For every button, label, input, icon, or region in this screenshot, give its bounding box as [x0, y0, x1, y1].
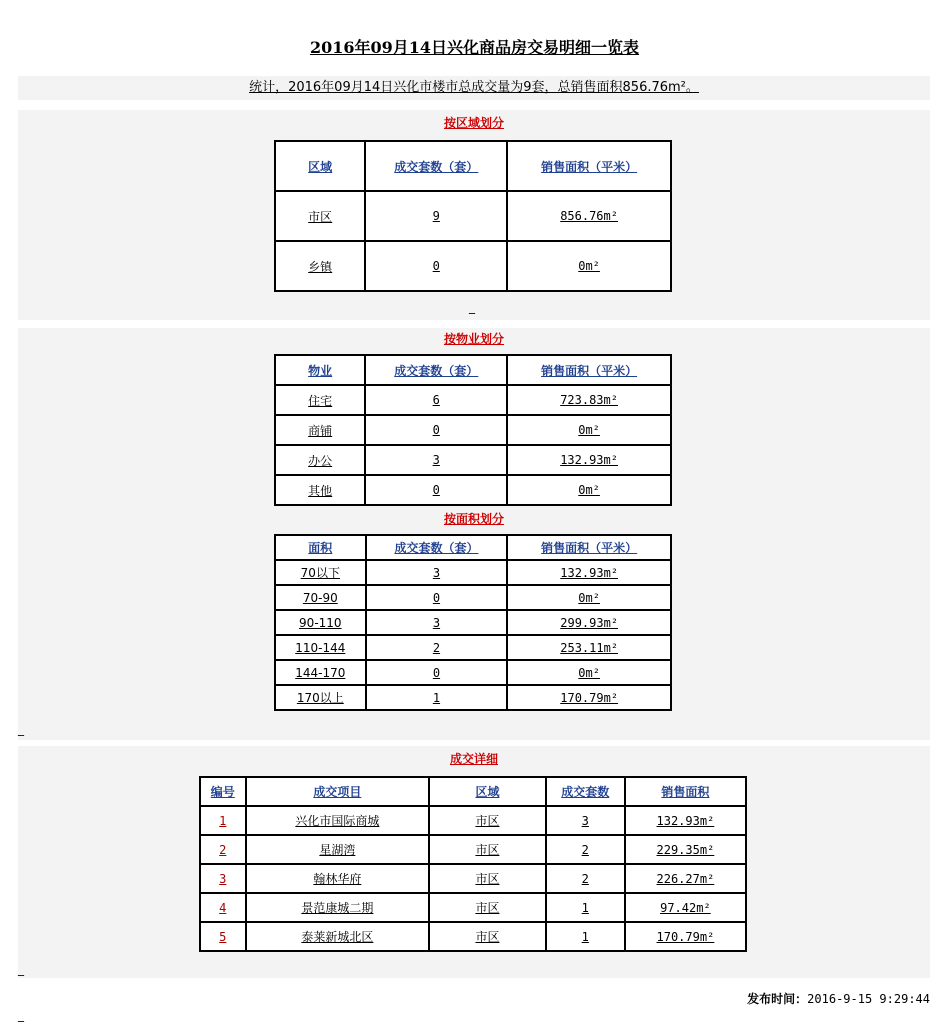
property-cell[interactable]: 住宅: [275, 385, 365, 415]
area-cell[interactable]: 70以下: [275, 560, 366, 585]
details-table: [199, 776, 747, 952]
details-no-link[interactable]: 3: [200, 864, 246, 893]
details-project-link[interactable]: 星湖湾: [246, 835, 430, 864]
property-panel: [18, 328, 930, 740]
publish-time-label: 发布时间：: [747, 992, 808, 1006]
property-header-type[interactable]: 物业: [275, 355, 365, 385]
area-cell[interactable]: 90-110: [275, 610, 366, 635]
details-section-title: 成交详细: [449, 752, 498, 766]
details-region[interactable]: 市区: [429, 893, 546, 922]
details-header-count[interactable]: 成交套数: [546, 777, 625, 806]
area-cell[interactable]: 1: [366, 685, 508, 710]
region-header-area[interactable]: 区域: [275, 141, 365, 191]
table-row: [275, 635, 671, 660]
property-section-title: 按物业划分: [443, 332, 504, 346]
region-cell[interactable]: 856.76m²: [507, 191, 671, 241]
table-row: [200, 835, 746, 864]
table-row: [275, 610, 671, 635]
table-row: [200, 893, 746, 922]
table-row: [275, 191, 671, 241]
table-row: [275, 660, 671, 685]
property-cell[interactable]: 商铺: [275, 415, 365, 445]
details-panel: [18, 746, 930, 978]
table-row: [275, 475, 671, 505]
details-header-region[interactable]: 区域: [429, 777, 546, 806]
area-cell[interactable]: 70-90: [275, 585, 366, 610]
details-header-sales[interactable]: 销售面积: [625, 777, 746, 806]
area-table: [274, 534, 672, 711]
details-project-link[interactable]: 泰莱新城北区: [246, 922, 430, 951]
region-cell[interactable]: 0: [365, 241, 507, 291]
details-project-link[interactable]: 兴化市国际商城: [246, 806, 430, 835]
details-region[interactable]: 市区: [429, 922, 546, 951]
area-cell[interactable]: 0: [366, 660, 508, 685]
table-row: [275, 385, 671, 415]
property-header-sales[interactable]: 销售面积（平米）: [507, 355, 671, 385]
details-region[interactable]: 市区: [429, 835, 546, 864]
area-header-size[interactable]: 面积: [275, 535, 366, 560]
property-cell[interactable]: 132.93m²: [507, 445, 671, 475]
details-region[interactable]: 市区: [429, 864, 546, 893]
details-count[interactable]: 2: [546, 864, 625, 893]
region-panel: [18, 110, 930, 320]
region-cell[interactable]: 市区: [275, 191, 365, 241]
table-row: [275, 560, 671, 585]
details-count[interactable]: 1: [546, 922, 625, 951]
spacer-mark: _: [18, 962, 24, 976]
property-cell[interactable]: 0m²: [507, 475, 671, 505]
table-row: [200, 806, 746, 835]
area-cell[interactable]: 253.11m²: [507, 635, 671, 660]
property-cell[interactable]: 办公: [275, 445, 365, 475]
property-table: [274, 354, 672, 506]
area-cell[interactable]: 132.93m²: [507, 560, 671, 585]
area-cell[interactable]: 170.79m²: [507, 685, 671, 710]
publish-time: [747, 990, 930, 1007]
region-table: [274, 140, 672, 292]
details-no-link[interactable]: 5: [200, 922, 246, 951]
details-sales[interactable]: 132.93m²: [625, 806, 746, 835]
details-no-link[interactable]: 4: [200, 893, 246, 922]
area-cell[interactable]: 299.93m²: [507, 610, 671, 635]
details-count[interactable]: 2: [546, 835, 625, 864]
details-project-link[interactable]: 景范康城二期: [246, 893, 430, 922]
property-cell[interactable]: 0: [365, 415, 507, 445]
summary-bar: [18, 76, 930, 100]
table-row: [275, 685, 671, 710]
region-cell[interactable]: 9: [365, 191, 507, 241]
details-sales[interactable]: 97.42m²: [625, 893, 746, 922]
property-cell[interactable]: 0m²: [507, 415, 671, 445]
details-sales[interactable]: 229.35m²: [625, 835, 746, 864]
area-header-count[interactable]: 成交套数（套）: [366, 535, 508, 560]
region-header-sales[interactable]: 销售面积（平米）: [507, 141, 671, 191]
area-cell[interactable]: 0: [366, 585, 508, 610]
details-no-link[interactable]: 2: [200, 835, 246, 864]
area-cell[interactable]: 110-144: [275, 635, 366, 660]
table-row: [275, 415, 671, 445]
region-cell[interactable]: 0m²: [507, 241, 671, 291]
area-cell[interactable]: 2: [366, 635, 508, 660]
area-cell[interactable]: 170以上: [275, 685, 366, 710]
table-row: [275, 241, 671, 291]
table-row: [275, 445, 671, 475]
property-header-count[interactable]: 成交套数（套）: [365, 355, 507, 385]
property-cell[interactable]: 723.83m²: [507, 385, 671, 415]
area-cell[interactable]: 3: [366, 610, 508, 635]
details-sales[interactable]: 226.27m²: [625, 864, 746, 893]
area-cell[interactable]: 144-170: [275, 660, 366, 685]
property-cell[interactable]: 其他: [275, 475, 365, 505]
spacer-mark: _: [18, 722, 24, 736]
details-header-project[interactable]: 成交项目: [246, 777, 430, 806]
page-title: 2016年09月14日兴化商品房交易明细一览表: [309, 38, 640, 57]
details-project-link[interactable]: 翰林华府: [246, 864, 430, 893]
table-row: [275, 585, 671, 610]
details-region[interactable]: 市区: [429, 806, 546, 835]
area-section-title: 按面积划分: [443, 512, 504, 526]
area-cell[interactable]: 0m²: [507, 585, 671, 610]
area-cell[interactable]: 3: [366, 560, 508, 585]
area-header-sales[interactable]: 销售面积（平米）: [507, 535, 671, 560]
details-header-no[interactable]: 编号: [200, 777, 246, 806]
details-count[interactable]: 3: [546, 806, 625, 835]
area-cell[interactable]: 0m²: [507, 660, 671, 685]
publish-time-value: 2016-9-15 9:29:44: [807, 992, 930, 1006]
property-cell[interactable]: 6: [365, 385, 507, 415]
property-cell[interactable]: 3: [365, 445, 507, 475]
region-section-title: 按区域划分: [443, 116, 504, 130]
region-header-count[interactable]: 成交套数（套）: [365, 141, 507, 191]
details-sales[interactable]: 170.79m²: [625, 922, 746, 951]
property-cell[interactable]: 0: [365, 475, 507, 505]
details-no-link[interactable]: 1: [200, 806, 246, 835]
summary-text: 统计，2016年09月14日兴化市楼市总成交量为9套，总销售面积856.76m²。: [249, 80, 699, 95]
details-count[interactable]: 1: [546, 893, 625, 922]
spacer-mark: _: [469, 300, 475, 314]
bottom-spacer-mark: _: [18, 1008, 24, 1022]
table-row: [200, 922, 746, 951]
region-cell[interactable]: 乡镇: [275, 241, 365, 291]
table-row: [200, 864, 746, 893]
